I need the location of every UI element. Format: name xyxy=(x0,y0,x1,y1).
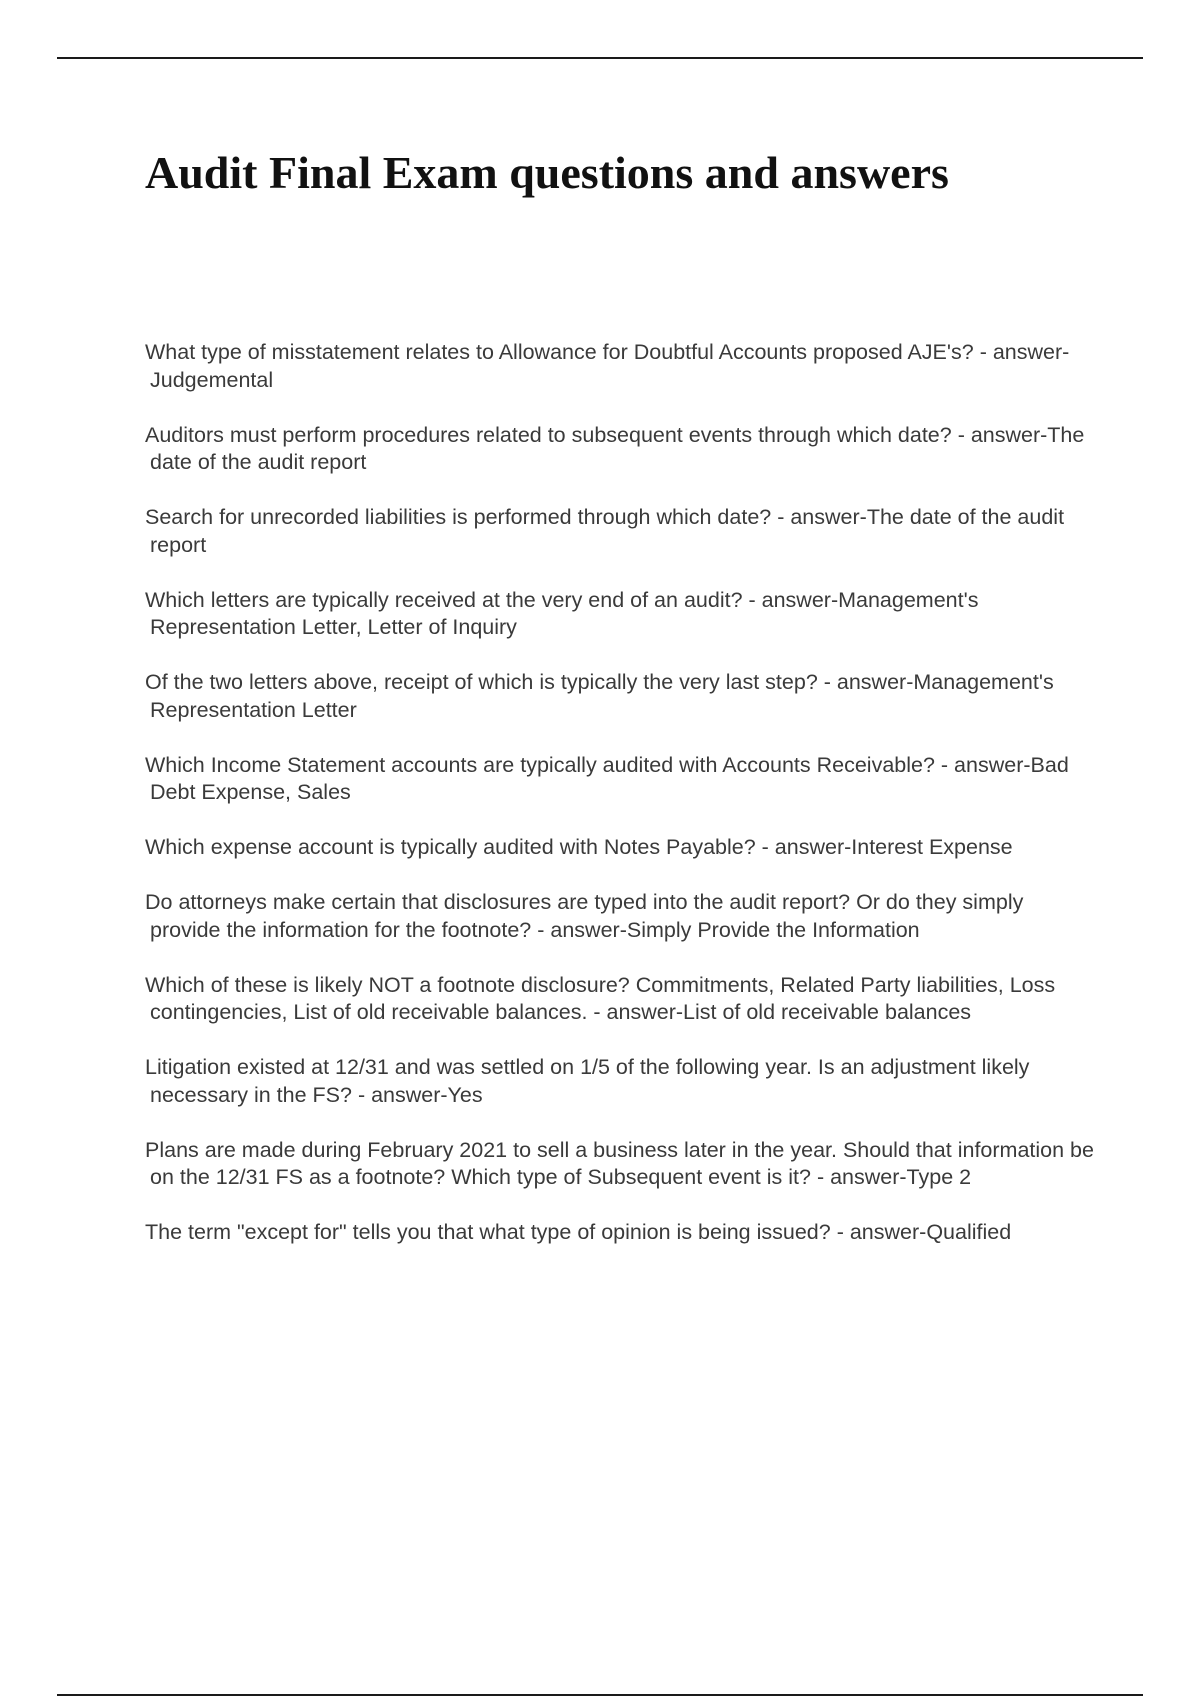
answer-text: Management's Representation Letter xyxy=(150,670,1054,722)
answer-text: Qualified xyxy=(926,1220,1012,1244)
answer-text: Type 2 xyxy=(906,1165,972,1189)
answer-separator: - answer- xyxy=(587,1000,684,1024)
question-text: Plans are made during February 2021 to sell a business later in the year. Should that information be on the 12/31 FS as a footnote? Which type of Subsequent event is it? xyxy=(145,1137,1094,1189)
question-text: Do attorneys make certain that disclosures are typed into the audit report? Or do they simply provide the information for the footnote? xyxy=(145,890,1024,942)
answer-text: Bad Debt Expense, Sales xyxy=(150,752,1069,804)
qa-item xyxy=(145,669,1095,724)
answer-separator: - answer- xyxy=(351,1082,448,1107)
question-text: Litigation existed at 12/31 and was settled on 1/5 of the following year. Is an adjustment likely necessary in the FS? xyxy=(145,1055,1030,1107)
qa-item xyxy=(145,889,1095,944)
qa-item xyxy=(145,587,1095,642)
question-text: The term "except for" tells you that what type of opinion is being issued? xyxy=(145,1220,831,1244)
answer-text: Yes xyxy=(447,1082,483,1107)
qa-item xyxy=(145,752,1095,807)
answer-separator: - answer- xyxy=(742,587,839,612)
qa-item xyxy=(145,1137,1095,1192)
answer-separator: - answer- xyxy=(934,752,1031,777)
answer-separator: - answer- xyxy=(531,917,627,942)
question-text: Search for unrecorded liabilities is performed through which date? xyxy=(145,505,772,529)
bottom-rule xyxy=(57,1694,1143,1696)
answer-text: Interest Expense xyxy=(851,835,1013,859)
question-text: Which expense account is typically audited with Notes Payable? xyxy=(145,835,756,859)
question-text: Which letters are typically received at the very end of an audit? xyxy=(145,587,743,612)
qa-item xyxy=(145,1054,1095,1109)
answer-text: Simply Provide the Information xyxy=(626,917,920,942)
answer-separator: - answer- xyxy=(973,340,1070,364)
qa-item xyxy=(145,834,1095,862)
question-text: Of the two letters above, receipt of which is typically the very last step? xyxy=(145,670,818,694)
answer-separator: - answer- xyxy=(830,1220,927,1244)
answer-separator: - answer- xyxy=(755,835,852,859)
qa-item xyxy=(145,504,1095,559)
answer-separator: - answer- xyxy=(951,422,1048,447)
qa-item xyxy=(145,422,1095,477)
question-text: Auditors must perform procedures related to subsequent events through which date? xyxy=(145,422,952,447)
answer-separator: - answer- xyxy=(810,1165,907,1189)
document-title: Audit Final Exam questions and answers xyxy=(145,147,949,198)
question-text: What type of misstatement relates to Allowance for Doubtful Accounts proposed AJE's? xyxy=(145,340,974,364)
question-text: Which Income Statement accounts are typically audited with Accounts Receivable? xyxy=(145,752,935,777)
qa-item xyxy=(145,1219,1095,1247)
question-text: Which of these is likely NOT a footnote disclosure? Commitments, Related Party liabilities, Loss contingencies, List of old receivable balances. xyxy=(145,972,1056,1024)
answer-text: Judgemental xyxy=(150,367,274,392)
qa-list xyxy=(145,339,1095,1274)
answer-text: The date of the audit report xyxy=(150,422,1085,474)
answer-text: List of old receivable balances xyxy=(683,1000,972,1024)
answer-separator: - answer- xyxy=(817,670,914,694)
qa-item xyxy=(145,339,1095,394)
answer-separator: - answer- xyxy=(771,505,867,529)
qa-item xyxy=(145,972,1095,1027)
answer-text: Management's Representation Letter, Letter of Inquiry xyxy=(150,587,979,639)
top-rule xyxy=(57,57,1143,59)
answer-text: The date of the audit report xyxy=(150,505,1065,557)
